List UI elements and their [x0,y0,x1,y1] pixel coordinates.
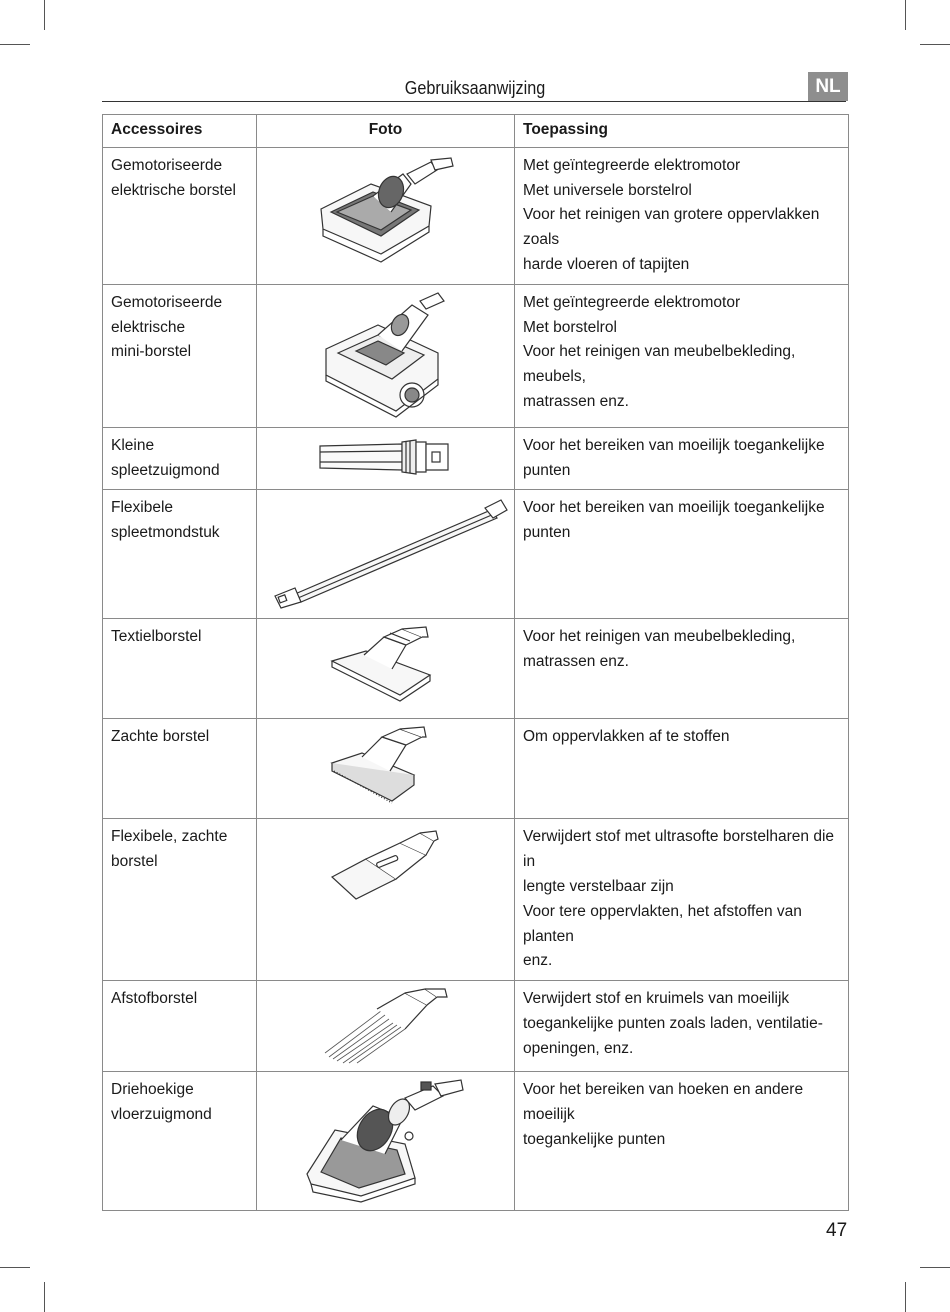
table-row [103,1072,849,1211]
textile-brush-icon [326,625,446,709]
page-title: Gebruiksaanwijzing [404,78,546,98]
column-header-application: Toepassing [515,115,849,148]
accessory-photo [257,619,515,719]
flexible-soft-brush-icon [326,825,446,905]
table-row [103,619,849,719]
accessory-application: Verwijdert stof met ultrasofte borstelharen die in lengte verstelbaar zijn Voor tere oppervlakten, het afstoffen van planten enz. [515,819,849,981]
accessory-name: Zachte borstel [103,719,257,819]
accessory-application: Om oppervlakken af te stoffen [515,719,849,819]
flexible-crevice-nozzle-icon [265,496,511,612]
soft-brush-icon [326,725,446,811]
table-row [103,819,849,981]
crop-mark [920,44,950,45]
accessory-photo [257,1072,515,1211]
accessory-photo [257,819,515,981]
accessory-name: Flexibele, zachte borstel [103,819,257,981]
accessory-photo [257,719,515,819]
crop-mark [0,44,30,45]
accessory-name: Flexibele spleetmondstuk [103,490,257,619]
accessory-name: Driehoekige vloerzuigmond [103,1072,257,1211]
table-row [103,981,849,1072]
table-row [103,490,849,619]
crop-mark [905,1282,906,1312]
language-badge: NL [808,72,848,101]
accessory-name: Gemotoriseerde elektrische mini-borstel [103,284,257,427]
page-number: 47 [826,1220,848,1241]
accessory-photo [257,981,515,1072]
column-header-photo: Foto [257,115,515,148]
accessory-name: Gemotoriseerde elektrische borstel [103,147,257,284]
accessory-application: Met geïntegreerde elektromotor Met borstelrol Voor het reinigen van meubelbekleding, meubels, matrassen enz. [515,284,849,427]
table-row [103,719,849,819]
crop-mark [920,1267,950,1268]
crop-mark [0,1267,30,1268]
table-row [103,427,849,490]
accessory-name: Kleine spleetzuigmond [103,427,257,490]
motorized-mini-brush-icon [316,291,456,421]
accessory-application: Voor het bereiken van moeilijk toegankelijke punten [515,490,849,619]
table-header-row [103,115,849,148]
accessories-table [102,114,849,1211]
accessory-photo [257,490,515,619]
accessory-photo [257,284,515,427]
small-crevice-nozzle-icon [316,434,456,478]
crop-mark [44,0,45,30]
accessory-name: Afstofborstel [103,981,257,1072]
motorized-brush-icon [311,154,461,270]
crop-mark [905,0,906,30]
accessory-name: Textielborstel [103,619,257,719]
header-rule [102,101,846,102]
triangular-floor-nozzle-icon [301,1078,471,1204]
accessory-application: Voor het bereiken van moeilijk toegankelijke punten [515,427,849,490]
dusting-brush-icon [321,987,451,1065]
table-row [103,284,849,427]
accessory-photo [257,427,515,490]
table-row [103,147,849,284]
accessory-photo [257,147,515,284]
crop-mark [44,1282,45,1312]
accessory-application: Voor het bereiken van hoeken en andere moeilijk toegankelijke punten [515,1072,849,1211]
accessory-application: Voor het reinigen van meubelbekleding, matrassen enz. [515,619,849,719]
accessory-application: Met geïntegreerde elektromotor Met universele borstelrol Voor het reinigen van grotere oppervlakken zoals harde vloeren of tapijten [515,147,849,284]
accessory-application: Verwijdert stof en kruimels van moeilijk toegankelijke punten zoals laden, ventilatie- openingen, enz. [515,981,849,1072]
column-header-accessory: Accessoires [103,115,257,148]
